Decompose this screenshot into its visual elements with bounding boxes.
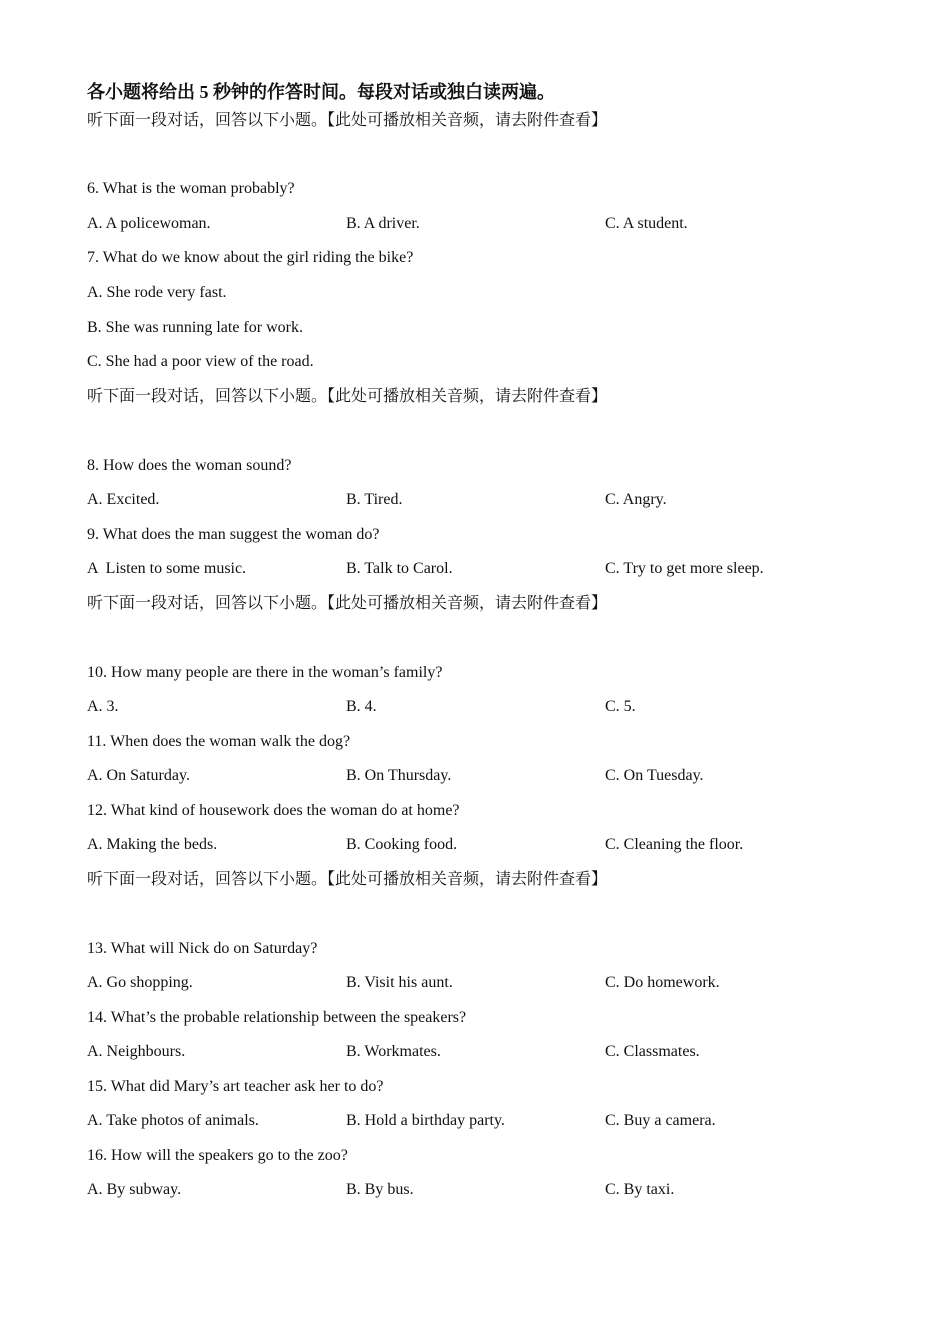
question-9: 9. What does the man suggest the woman do?: [87, 526, 380, 543]
option-c: C. On Tuesday.: [605, 767, 704, 784]
options-row-16: [87, 1180, 867, 1200]
option-c: C. Cleaning the floor.: [605, 836, 744, 853]
options-row-14: [87, 1042, 867, 1062]
question-6: 6. What is the woman probably?: [87, 180, 295, 197]
option-a: A. Neighbours.: [87, 1043, 186, 1060]
option-a: A. By subway.: [87, 1181, 182, 1198]
option-b: B. Tired.: [346, 491, 403, 508]
audio-note: 听下面一段对话，回答以下小题。【此处可播放相关音频，请去附件查看】: [87, 595, 608, 612]
option-b: B. A driver.: [346, 215, 420, 232]
options-row-10: [87, 697, 867, 717]
option-b: B. She was running late for work.: [87, 319, 303, 336]
audio-note: 听下面一段对话，回答以下小题。【此处可播放相关音频，请去附件查看】: [87, 871, 608, 888]
options-row-12: [87, 835, 867, 855]
question-12: 12. What kind of housework does the woman do at home?: [87, 802, 460, 819]
question-10: 10. How many people are there in the woman’s family?: [87, 664, 443, 681]
option-b: B. Cooking food.: [346, 836, 458, 853]
options-row-13: [87, 973, 867, 993]
question-8: 8. How does the woman sound?: [87, 457, 292, 474]
option-c: C. Classmates.: [605, 1043, 700, 1060]
option-c: C. Try to get more sleep.: [605, 560, 764, 577]
option-b: B. Visit his aunt.: [346, 974, 453, 991]
option-a: A Listen to some music.: [87, 560, 247, 577]
option-c: C. Buy a camera.: [605, 1112, 716, 1129]
question-16: 16. How will the speakers go to the zoo?: [87, 1147, 348, 1164]
option-a: A. She rode very fast.: [87, 284, 227, 301]
question-7: 7. What do we know about the girl riding the bike?: [87, 249, 414, 266]
audio-note: 听下面一段对话，回答以下小题。【此处可播放相关音频，请去附件查看】: [87, 112, 608, 129]
question-14: 14. What’s the probable relationship between the speakers?: [87, 1009, 467, 1026]
question-15: 15. What did Mary’s art teacher ask her to do?: [87, 1078, 384, 1095]
section-instruction: 各小题将给出 5 秒钟的作答时间。每段对话或独白读两遍。: [87, 82, 555, 102]
option-a: A. Making the beds.: [87, 836, 218, 853]
options-row-8: [87, 490, 867, 510]
question-11: 11. When does the woman walk the dog?: [87, 733, 351, 750]
option-c: C. 5.: [605, 698, 636, 715]
options-row-9: [87, 559, 867, 579]
options-row-15: [87, 1111, 867, 1131]
options-row-6: [87, 214, 867, 234]
question-13: 13. What will Nick do on Saturday?: [87, 940, 318, 957]
option-a: A. On Saturday.: [87, 767, 190, 784]
option-a: A. Excited.: [87, 491, 160, 508]
option-b: B. Talk to Carol.: [346, 560, 453, 577]
option-a: A. 3.: [87, 698, 119, 715]
option-b: B. Hold a birthday party.: [346, 1112, 505, 1129]
option-b: B. On Thursday.: [346, 767, 452, 784]
option-b: B. 4.: [346, 698, 377, 715]
option-c: C. A student.: [605, 215, 688, 232]
option-a: A. A policewoman.: [87, 215, 211, 232]
option-b: B. By bus.: [346, 1181, 414, 1198]
option-a: A. Go shopping.: [87, 974, 193, 991]
option-b: B. Workmates.: [346, 1043, 441, 1060]
option-a: A. Take photos of animals.: [87, 1112, 259, 1129]
option-c: C. Angry.: [605, 491, 667, 508]
options-row-11: [87, 766, 867, 786]
audio-note: 听下面一段对话，回答以下小题。【此处可播放相关音频，请去附件查看】: [87, 388, 608, 405]
option-c: C. By taxi.: [605, 1181, 675, 1198]
option-c: C. She had a poor view of the road.: [87, 353, 314, 370]
option-c: C. Do homework.: [605, 974, 720, 991]
